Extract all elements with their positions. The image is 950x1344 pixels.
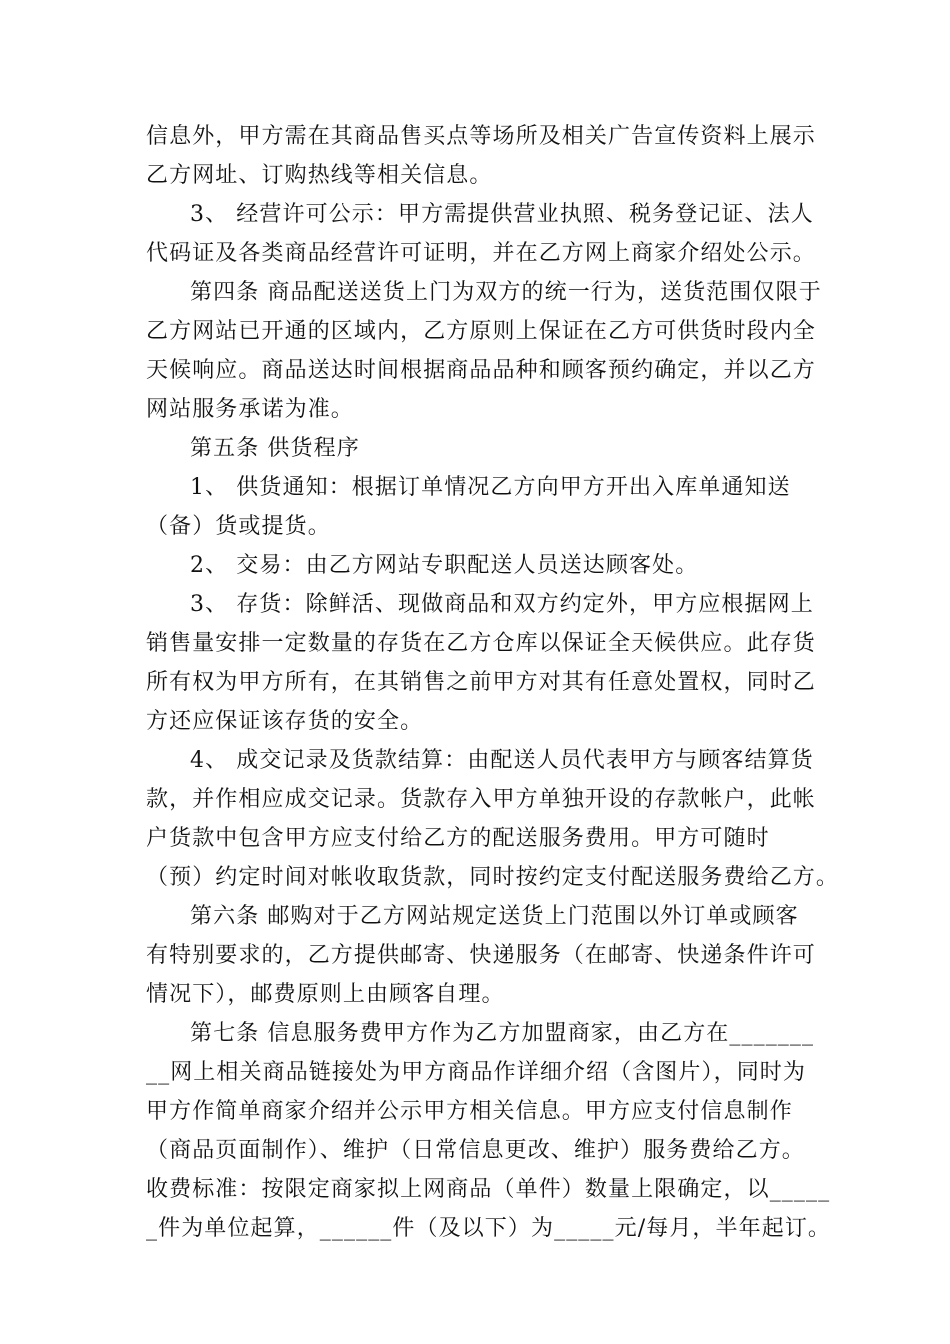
paragraph-info-display xyxy=(146,117,814,195)
text-line: 乙方网址、订购热线等相关信息。 xyxy=(146,163,493,188)
text-line: 乙方网站已开通的区域内，乙方原则上保证在乙方可供货时段内全 xyxy=(146,319,816,344)
text-line: 第七条 信息服务费甲方作为乙方加盟商家，由乙方在_______ xyxy=(190,1021,815,1046)
text-line: （预）约定时间对帐收取货款，同时按约定支付配送服务费给乙方。 xyxy=(146,865,840,890)
text-line: 款，并作相应成交记录。货款存入甲方单独开设的存款帐户，此帐 xyxy=(146,787,816,812)
paragraph-supply-notice xyxy=(146,468,814,546)
text-line: （备）货或提货。 xyxy=(146,514,331,539)
text-line: 3、 存货：除鲜活、现做商品和双方约定外，甲方应根据网上 xyxy=(190,592,814,617)
paragraph-settlement xyxy=(146,741,840,897)
text-line: 2、 交易：由乙方网站专职配送人员送达顾客处。 xyxy=(190,553,699,578)
text-line: 销售量安排一定数量的存货在乙方仓库以保证全天候供应。此存货 xyxy=(146,631,816,656)
document-body xyxy=(146,117,840,1248)
text-line: 收费标准：按限定商家拟上网商品（单件）数量上限确定，以_____ xyxy=(146,1177,831,1202)
text-line: 情况下），邮费原则上由顾客自理。 xyxy=(146,982,505,1007)
text-line: 3、 经营许可公示：甲方需提供营业执照、税务登记证、法人 xyxy=(190,202,814,227)
text-line: 户货款中包含甲方应支付给乙方的配送服务费用。甲方可随时 xyxy=(146,826,770,851)
text-line: 甲方作简单商家介绍并公示甲方相关信息。甲方应支付信息制作 xyxy=(146,1099,793,1124)
text-line: __网上相关商品链接处为甲方商品作详细介绍（含图片），同时为 xyxy=(146,1060,807,1085)
paragraph-article-7 xyxy=(146,1014,832,1248)
text-line: （商品页面制作）、维护（日常信息更改、维护）服务费给乙方。 xyxy=(146,1138,805,1163)
paragraph-article-4 xyxy=(146,273,822,429)
text-line: 第五条 供货程序 xyxy=(190,436,360,461)
text-line: 1、 供货通知：根据订单情况乙方向甲方开出入库单通知送 xyxy=(190,475,791,500)
text-line: 第六条 邮购对于乙方网站规定送货上门范围以外订单或顾客 xyxy=(190,904,799,929)
text-line: 网站服务承诺为准。 xyxy=(146,397,354,422)
paragraph-article-5-heading xyxy=(146,429,814,468)
paragraph-transaction xyxy=(146,546,814,585)
text-line: 4、 成交记录及货款结算：由配送人员代表甲方与顾客结算货 xyxy=(190,748,814,773)
paragraph-license-disclosure xyxy=(146,195,814,273)
text-line: 方还应保证该存货的安全。 xyxy=(146,709,424,734)
paragraph-inventory xyxy=(146,585,814,741)
text-line: 第四条 商品配送送货上门为双方的统一行为，送货范围仅限于 xyxy=(190,280,822,305)
text-line: 代码证及各类商品经营许可证明，并在乙方网上商家介绍处公示。 xyxy=(146,241,816,266)
text-line: 信息外，甲方需在其商品售买点等场所及相关广告宣传资料上展示 xyxy=(146,124,816,149)
paragraph-article-6 xyxy=(146,897,814,1014)
text-line: 所有权为甲方所有，在其销售之前甲方对其有任意处置权，同时乙 xyxy=(146,670,816,695)
text-line: _件为单位起算，______件（及以下）为_____元/每月，半年起订。 xyxy=(146,1216,832,1241)
text-line: 有特别要求的，乙方提供邮寄、快递服务（在邮寄、快递条件许可 xyxy=(146,943,816,968)
text-line: 天候响应。商品送达时间根据商品品种和顾客预约确定，并以乙方 xyxy=(146,358,816,383)
